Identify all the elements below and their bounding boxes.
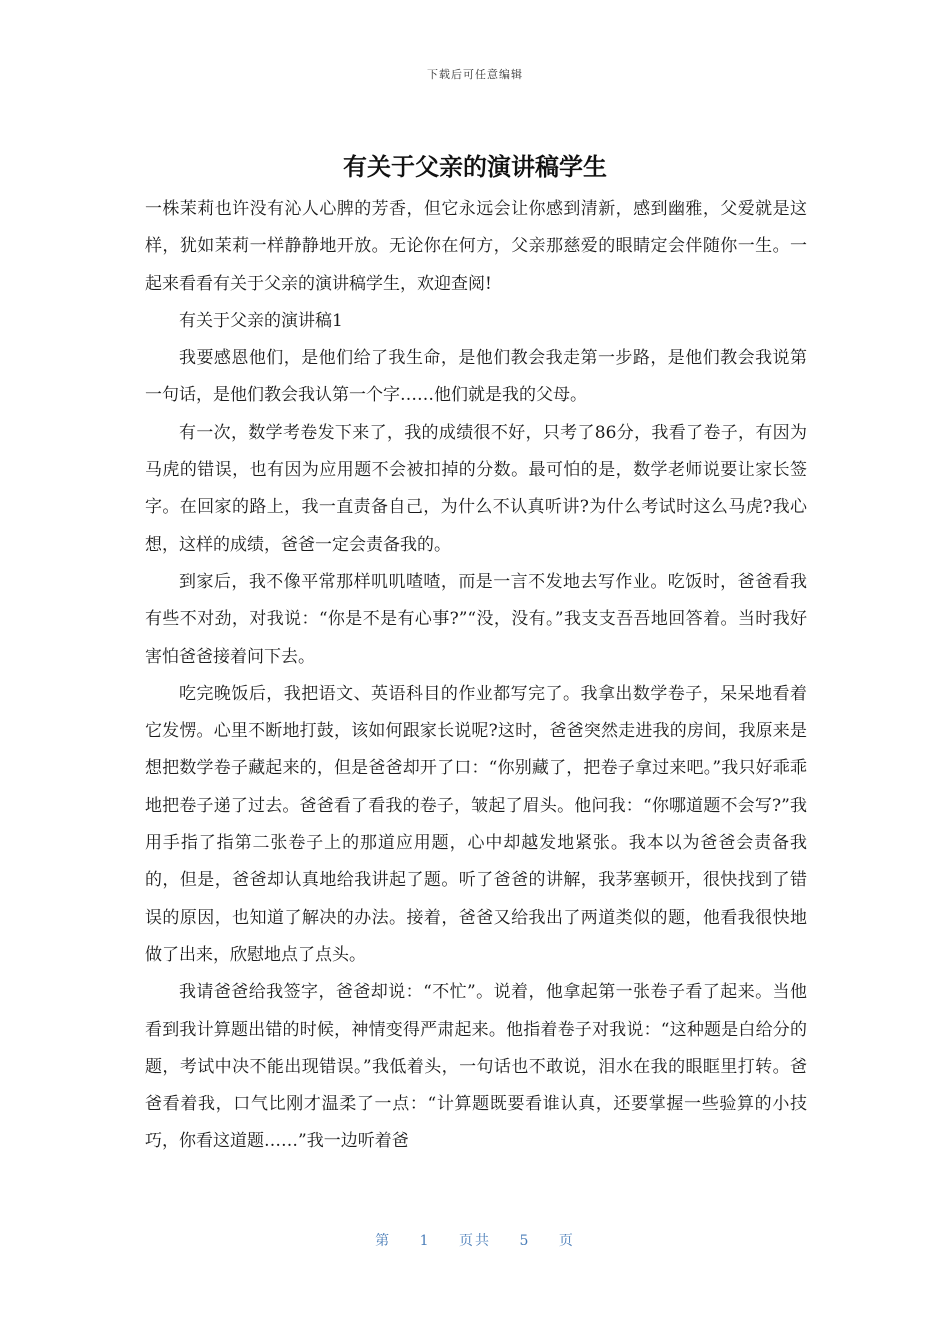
body-paragraph: 我要感恩他们，是他们给了我生命，是他们教会我走第一步路，是他们教会我说第一句话，是他们教会我认第一个字……他们就是我的父母。 — [145, 348, 807, 406]
footer-current-page: 1 — [419, 1233, 431, 1249]
section-heading: 有关于父亲的演讲稿1 — [179, 310, 343, 331]
document-body — [145, 191, 807, 1161]
footer-total-pages: 5 — [519, 1233, 531, 1249]
footer-label-of: 页共 — [459, 1233, 491, 1249]
footer-label-pages: 页 — [558, 1233, 575, 1249]
body-paragraph: 到家后，我不像平常那样叽叽喳喳，而是一言不发地去写作业。吃饭时，爸爸看我有些不对劲，对我说：“你是不是有心事?”“没，没有。”我支支吾吾地回答着。当时我好害怕爸爸接着问下去。 — [145, 571, 807, 667]
footer-label-page: 第 — [375, 1233, 392, 1249]
header-note: 下载后可任意编辑 — [427, 68, 523, 81]
intro-paragraph: 一株茉莉也许没有沁人心脾的芳香，但它永远会让你感到清新，感到幽雅，父爱就是这样，犹如茉莉一样静静地开放。无论你在何方，父亲那慈爱的眼睛定会伴随你一生。一起来看看有关于父亲的演讲稿学生，欢迎查阅! — [145, 199, 807, 294]
document-title: 有关于父亲的演讲稿学生 — [343, 153, 607, 181]
body-paragraph: 我请爸爸给我签字，爸爸却说：“不忙”。说着，他拿起第一张卷子看了起来。当他看到我计算题出错的时候，神情变得严肃起来。他指着卷子对我说：“这种题是白给分的题，考试中决不能出现错误。”我低着头，一句话也不敢说，泪水在我的眼眶里打转。爸爸看着我，口气比刚才温柔了一点：“计算题既要看谁认真，还要掌握一些验算的小技巧，你看这道题……”我一边听着爸 — [145, 982, 807, 1152]
body-paragraph: 有一次，数学考卷发下来了，我的成绩很不好，只考了86分，我看了卷子，有因为马虎的错误，也有因为应用题不会被扣掉的分数。最可怕的是，数学老师说要让家长签字。在回家的路上，我一直责备自己，为什么不认真听讲?为什么考试时这么马虎?我心想，这样的成绩，爸爸一定会责备我的。 — [145, 422, 807, 555]
page-footer — [0, 1230, 950, 1250]
body-paragraph: 吃完晚饭后，我把语文、英语科目的作业都写完了。我拿出数学卷子，呆呆地看着它发愣。心里不断地打鼓，该如何跟家长说呢?这时，爸爸突然走进我的房间，我原来是想把数学卷子藏起来的，但是爸爸却开了口：“你别藏了，把卷子拿过来吧。”我只好乖乖地把卷子递了过去。爸爸看了看我的卷子，皱起了眉头。他问我：“你哪道题不会写?”我用手指了指第二张卷子上的那道应用题，心中却越发地紧张。我本以为爸爸会责备我的，但是，爸爸却认真地给我讲起了题。听了爸爸的讲解，我茅塞顿开，很快找到了错误的原因，也知道了解决的办法。接着，爸爸又给我出了两道类似的题，他看我很快地做了出来，欣慰地点了点头。 — [145, 683, 807, 965]
